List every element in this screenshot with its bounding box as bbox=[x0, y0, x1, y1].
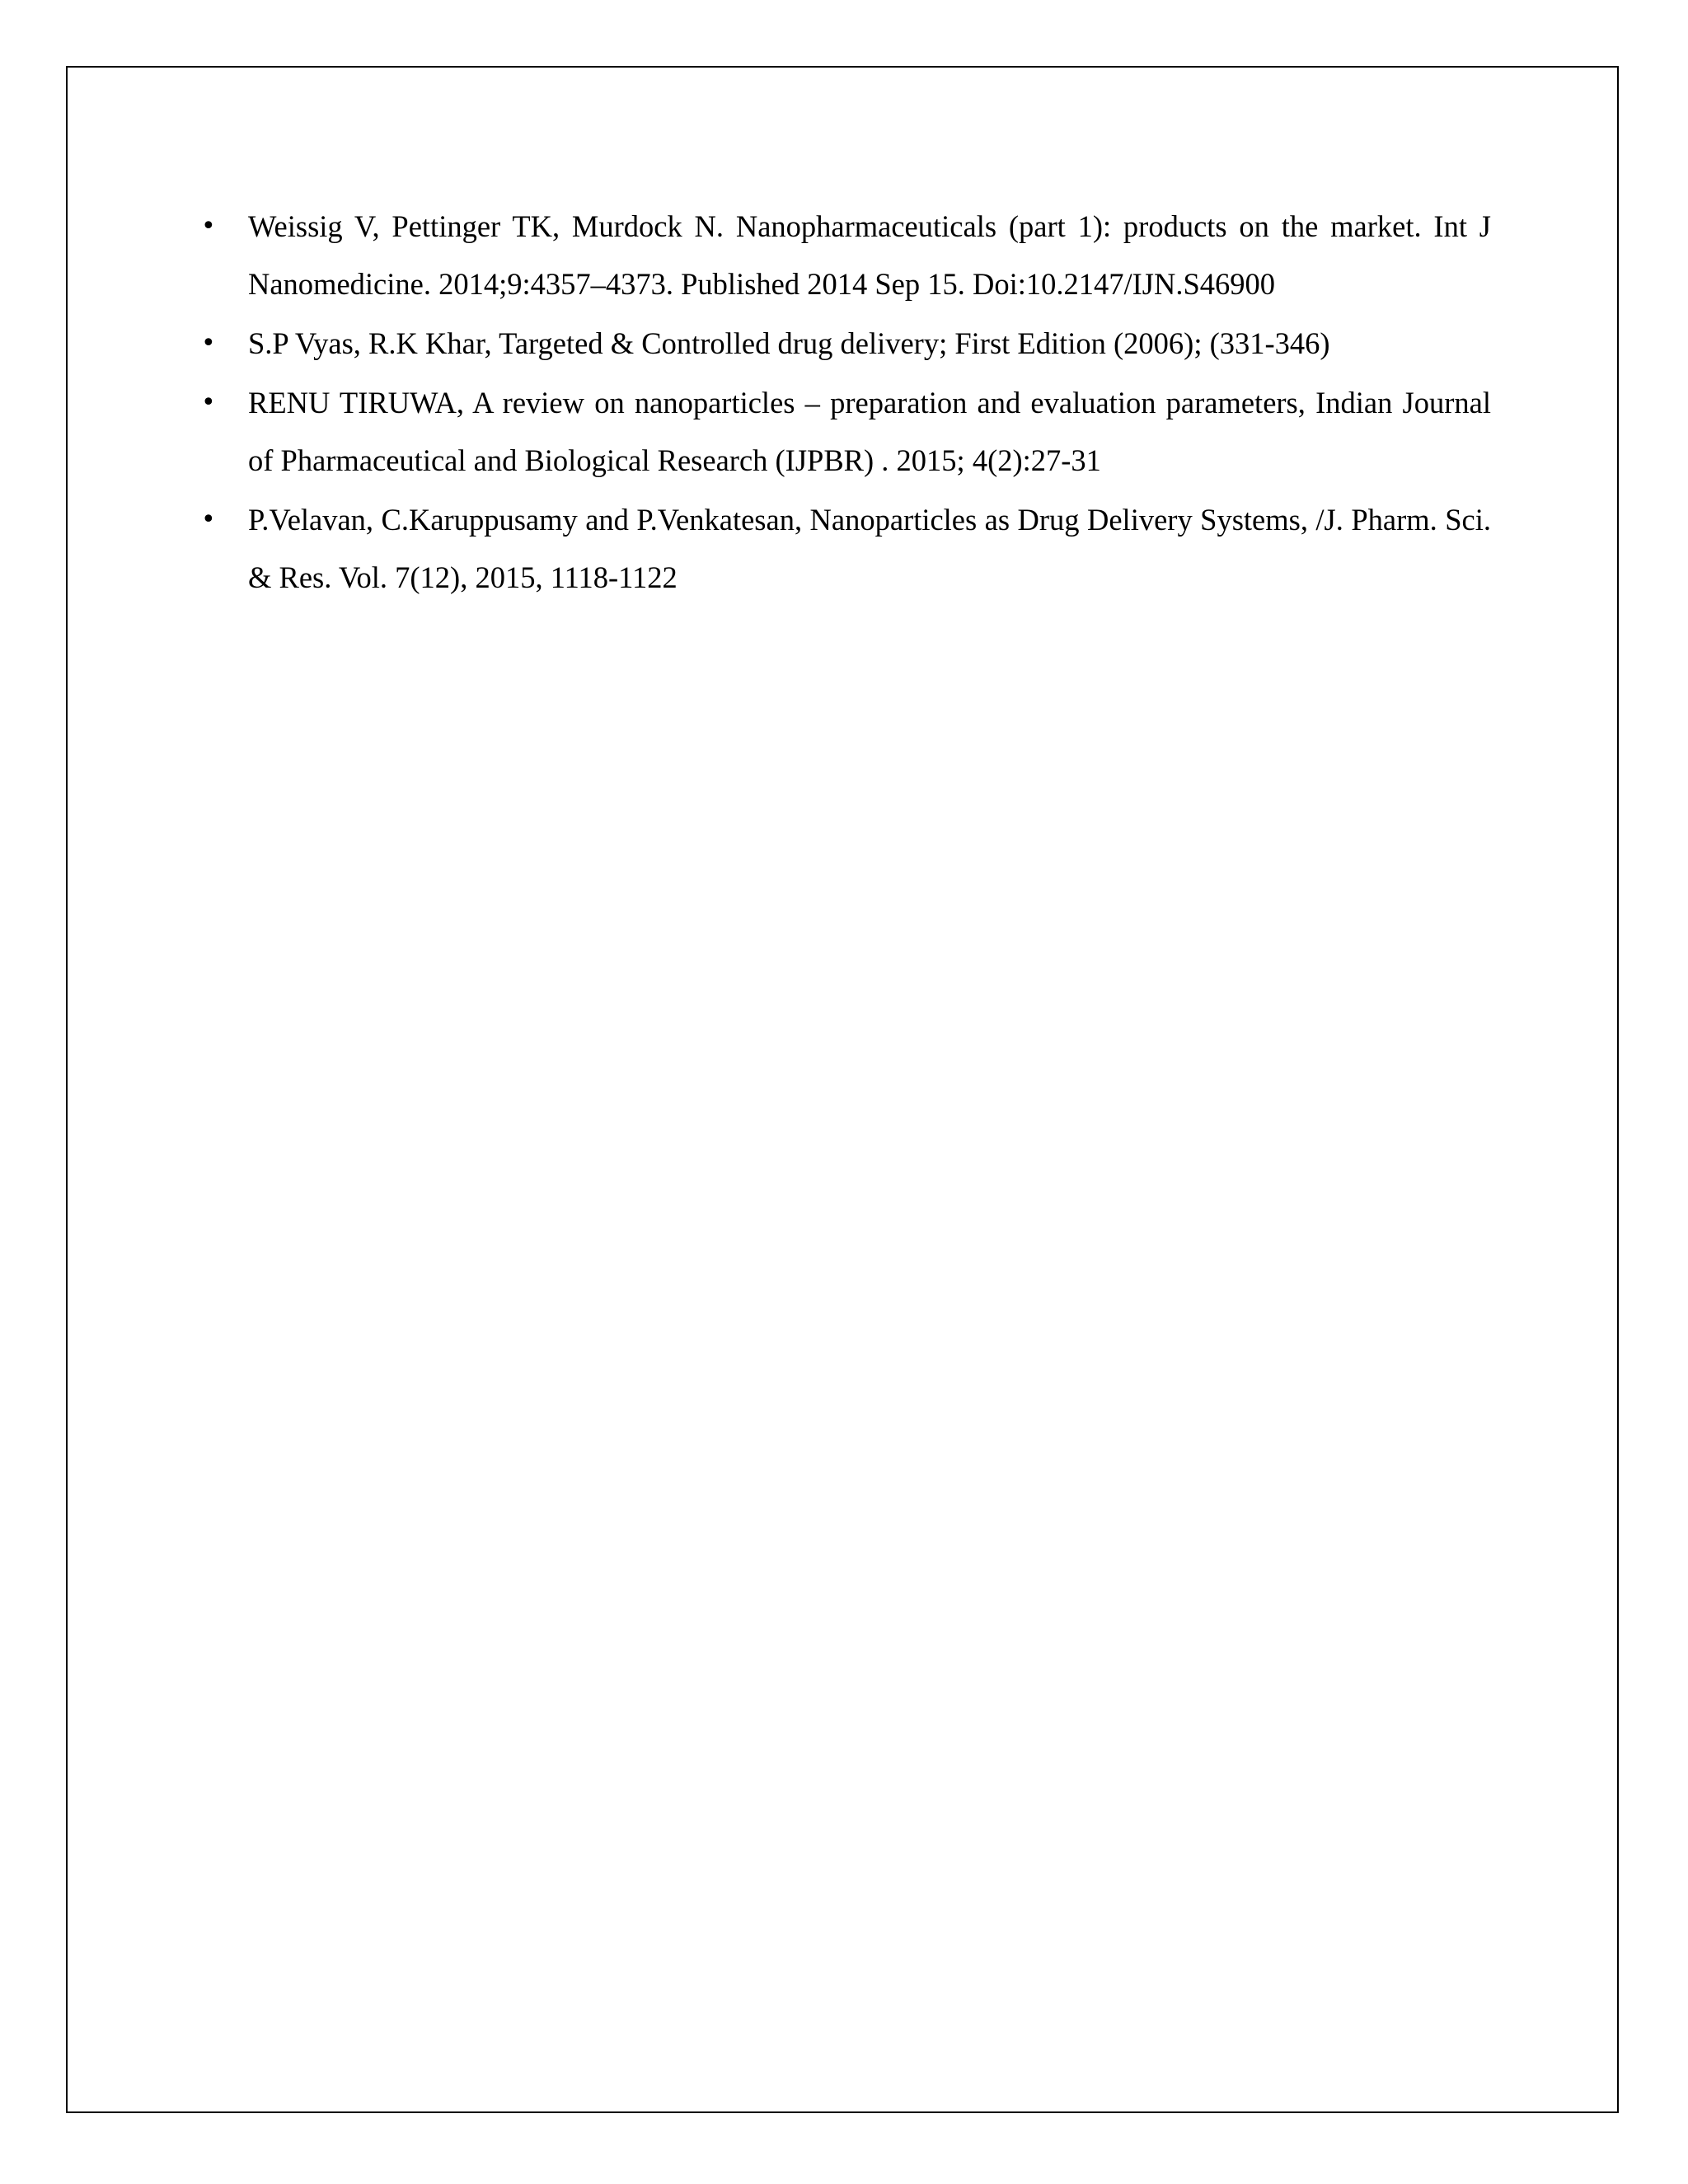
bullet-icon: • bbox=[201, 329, 216, 358]
reference-item bbox=[0, 315, 1491, 373]
reference-text: Weissig V, Pettinger TK, Murdock N. Nanopharmaceuticals (part 1): products on the market. Int J Nanomedicine. 2014;9:4357–4373. Published 2014 Sep 15. Doi:10.2147/IJN.S46900 bbox=[248, 209, 1491, 301]
reference-text: P.Velavan, C.Karuppusamy and P.Venkatesan, Nanoparticles as Drug Delivery Systems, /J. Pharm. Sci. & Res. Vol. 7(12), 2015, 1118-1122 bbox=[248, 503, 1491, 594]
bullet-icon: • bbox=[201, 505, 216, 534]
reference-text: RENU TIRUWA, A review on nanoparticles – preparation and evaluation parameters, Indian Journal of Pharmaceutical and Biological Research (IJPBR) . 2015; 4(2):27-31 bbox=[248, 386, 1491, 477]
bullet-icon: • bbox=[201, 212, 216, 241]
bullet-icon: • bbox=[201, 388, 216, 417]
reference-text: S.P Vyas, R.K Khar, Targeted & Controlled drug delivery; First Edition (2006); (331-346) bbox=[248, 326, 1330, 360]
reference-list bbox=[0, 198, 1688, 608]
reference-item bbox=[0, 491, 1491, 607]
reference-item bbox=[0, 198, 1491, 313]
reference-item bbox=[0, 374, 1491, 490]
